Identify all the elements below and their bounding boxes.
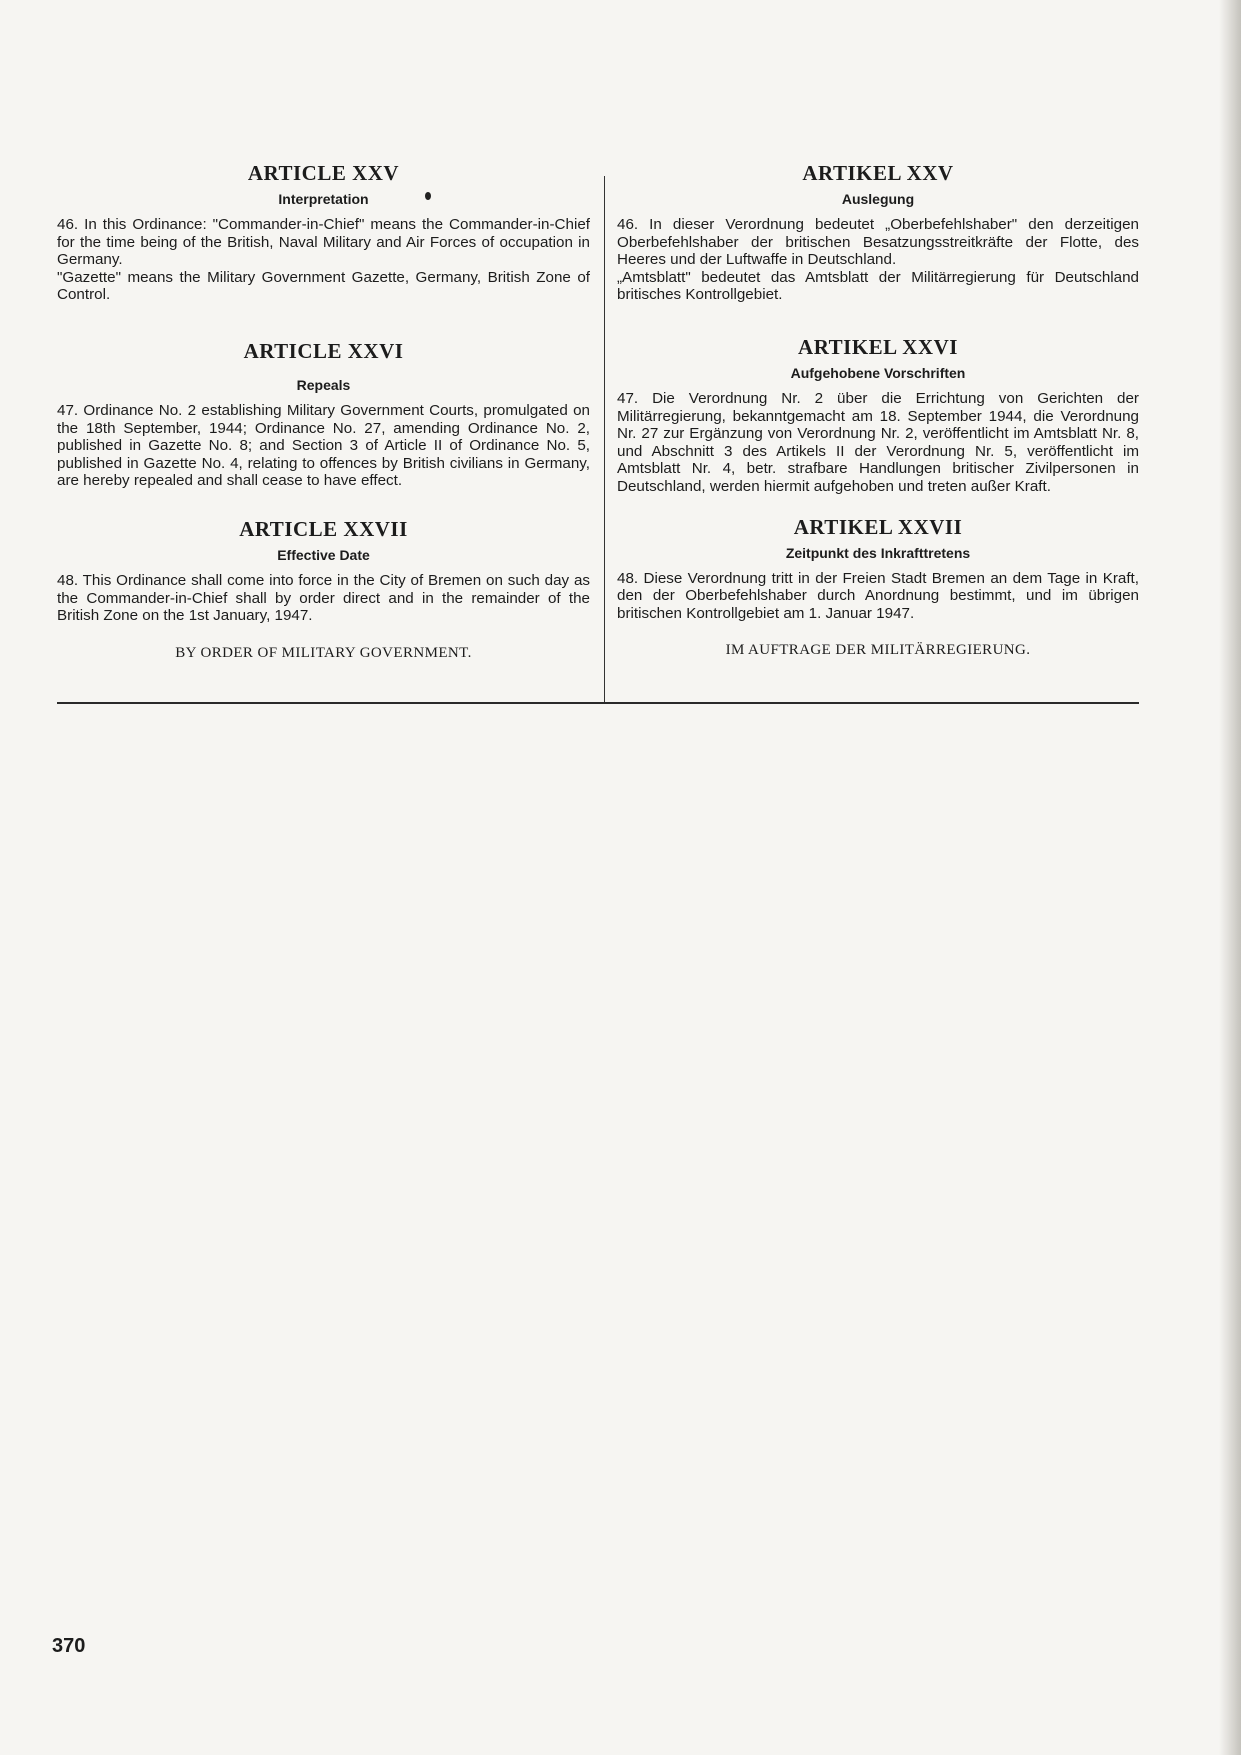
article-subtitle: Zeitpunkt des Inkrafttretens (785, 544, 971, 561)
article-title: ARTICLE XXVI (243, 338, 404, 363)
page-edge-shadow (1219, 0, 1241, 1755)
article-paragraph: „Amtsblatt" bedeutet das Amtsblatt der Militärregierung für Deutschland britisches Kontrollgebiet. (617, 268, 1139, 304)
closing-signature: BY ORDER OF MILITARY GOVERNMENT. (175, 644, 472, 661)
artikel-26-section (617, 334, 1139, 496)
article-paragraph: "Gazette" means the Military Government Gazette, Germany, British Zone of Control. (57, 268, 590, 304)
article-25-section (57, 160, 590, 304)
article-title: ARTICLE XXVII (239, 516, 408, 541)
article-subtitle: Repeals (296, 376, 351, 393)
article-title: ARTIKEL XXVI (798, 334, 958, 359)
german-column (617, 160, 1139, 685)
column-divider (604, 176, 605, 704)
article-paragraph: 46. In this Ordinance: "Commander-in-Chief" means the Commander-in-Chief for the time being of the British, Naval Military and Air Forces of occupation in Germany. (57, 216, 590, 269)
article-paragraph: 47. Ordinance No. 2 establishing Military Government Courts, promulgated on the 18th September, 1944; Ordinance No. 27, amending Ordinance No. 2, published in Gazette No. 8; and Section 3 of Article II of Ordinance No. 5, published in Gazette No. 4, relating to offences by British civilians in Germany, are hereby repealed and shall cease to have effect. (57, 401, 590, 490)
article-title: ARTICLE XXV (247, 161, 400, 185)
closing-signature: IM AUFTRAGE DER MILITÄRREGIERUNG. (725, 642, 1031, 659)
article-subtitle: Auslegung (841, 191, 915, 207)
artikel-25-section (617, 160, 1139, 304)
article-27-section (57, 516, 590, 662)
article-title: ARTIKEL XXV (802, 161, 954, 185)
english-column (57, 160, 590, 688)
article-paragraph: 46. In dieser Verordnung bedeutet „Oberbefehlshaber" den derzeitigen Oberbefehlshaber der britischen Besatzungsstreitkräfte der Flotte, des Heeres und der Luftwaffe in Deutschland. (617, 216, 1139, 269)
page-number: 370 (52, 1635, 86, 1657)
artikel-27-section (617, 514, 1139, 660)
article-26-section (57, 338, 590, 490)
article-paragraph: 48. This Ordinance shall come into force in the City of Bremen on such day as the Commander-in-Chief shall by order direct and in the remainder of the British Zone on the 1st January, 1947. (57, 571, 590, 625)
article-subtitle: Interpretation (278, 191, 369, 207)
article-subtitle: Aufgehobene Vorschriften (790, 364, 966, 381)
article-title: ARTIKEL XXVII (793, 514, 963, 539)
bottom-rule (57, 702, 1139, 704)
article-paragraph: 47. Die Verordnung Nr. 2 über die Errichtung von Gerichten der Militärregierung, bekanntgemacht am 18. September 1944, die Verordnung Nr. 27 zur Ergänzung von Verordnung Nr. 2, veröffentlicht im Amtsblatt Nr. 8, und Abschnitt 3 des Artikels II der Verordnung Nr. 5, veröffentlicht im Amtsblatt Nr. 4, betr. strafbare Handlungen britischer Zivilpersonen in Deutschland, werden hiermit aufgehoben und treten außer Kraft. (617, 389, 1139, 495)
article-subtitle: Effective Date (277, 546, 370, 563)
article-paragraph: 48. Diese Verordnung tritt in der Freien Stadt Bremen an dem Tage in Kraft, den der Oberbefehlshaber durch Anordnung bestimmt, und im übrigen britischen Kontrollgebiet am 1. Januar 1947. (617, 569, 1139, 622)
